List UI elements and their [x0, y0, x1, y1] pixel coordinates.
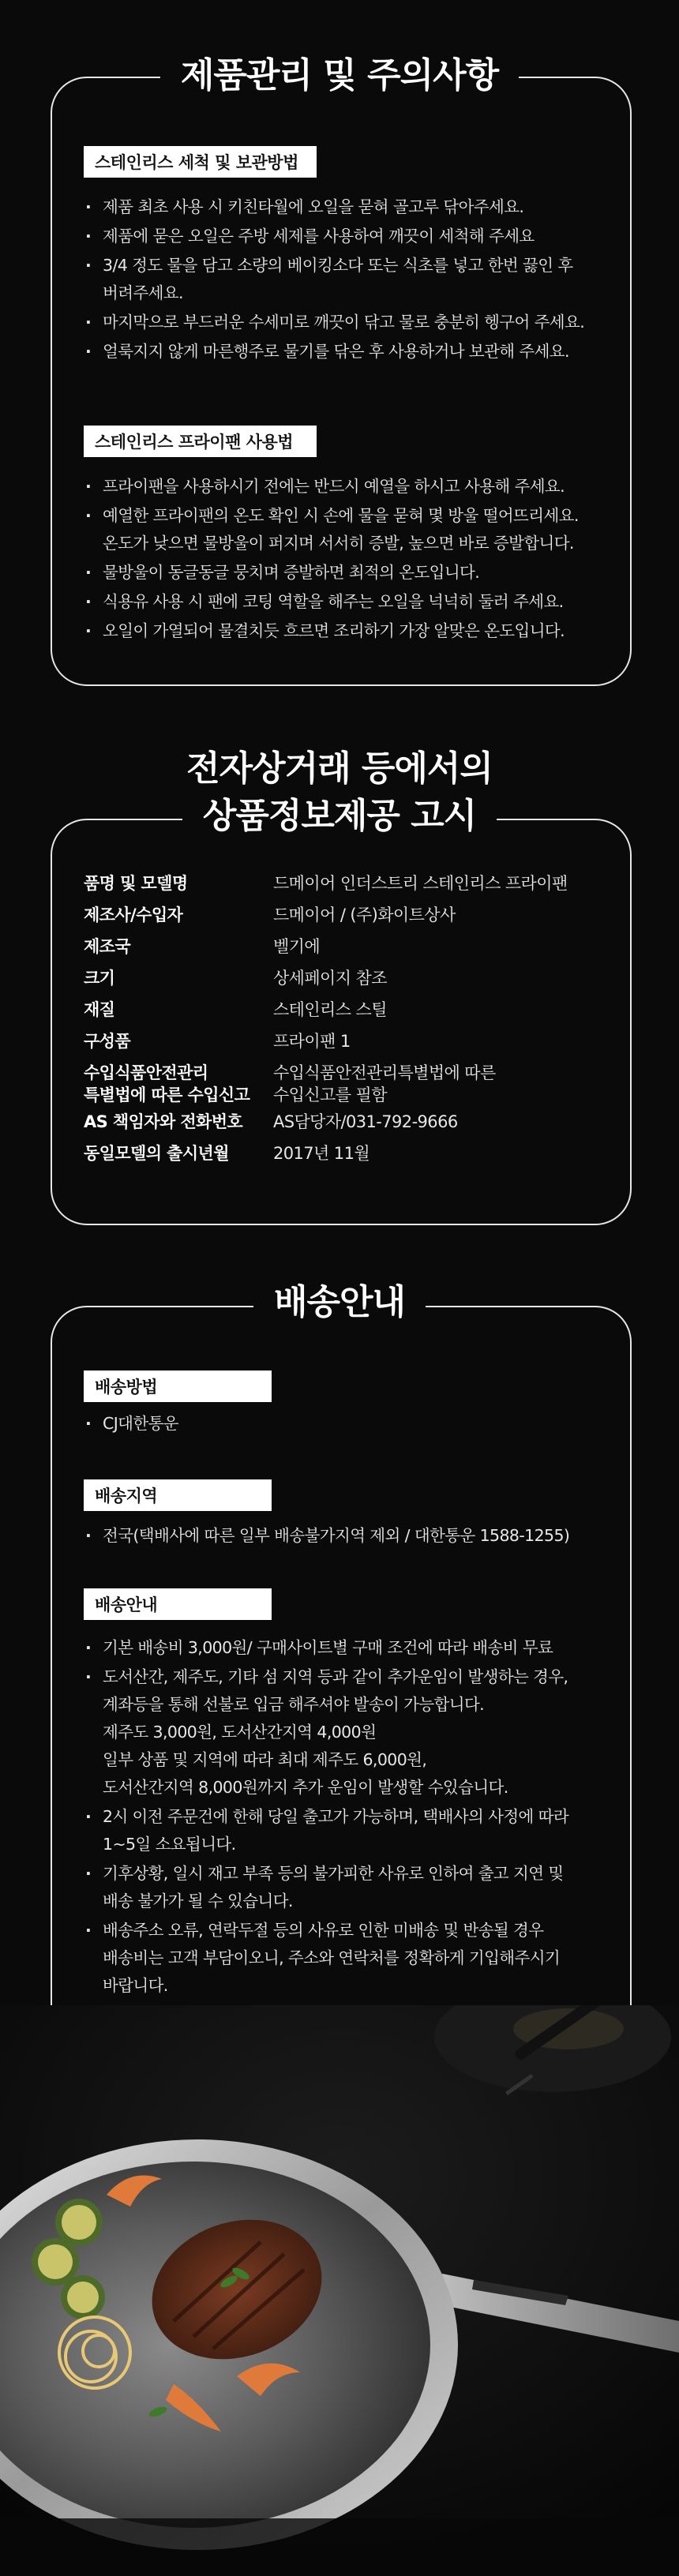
table-row [84, 994, 614, 1026]
row-key: 특별법에 따른 수입신고 [84, 1086, 250, 1104]
delivery-section [51, 1306, 632, 2043]
notice-title-line1: 전자상거래 등에서의 [186, 748, 493, 789]
delivery-list-info [84, 1634, 614, 2001]
table-row [84, 1026, 614, 1057]
notice-title-wrap2 [0, 793, 679, 839]
row-value: 수입식품안전관리특별법에 따른 [273, 1063, 496, 1082]
delivery-list-area [84, 1522, 614, 1551]
frying-pan-illustration [0, 2005, 679, 2576]
row-value: 스테인리스 스틸 [273, 1000, 387, 1019]
list-item: · 기후상황, 일시 재고 부족 등의 불가피한 사유로 인하여 출고 지연 및 배송 불가가 될 수 있습니다. [84, 1860, 614, 1915]
list-item: · 3/4 정도 물을 담고 소량의 베이킹소다 또는 식초를 넣고 한번 끓인 후 버려주세요. [84, 252, 614, 307]
delivery-list-method [84, 1410, 614, 1439]
row-key: 제조국 [84, 937, 131, 956]
list-item: · 예열한 프라이팬의 온도 확인 시 손에 물을 묻혀 몇 방울 떨어뜨리세요. 온도가 낮으면 물방울이 퍼지며 서서히 증발, 높으면 바로 증발합니다. [84, 502, 614, 557]
row-key: 제조사/수입자 [84, 906, 183, 924]
list-item: · 배송주소 오류, 연락두절 등의 사유로 인한 미배송 및 반송될 경우 배송비는 고객 부담이오니, 주소와 연락처를 정확하게 기입해주시기 바랍니다. [84, 1917, 614, 2000]
care-tag-cleaning: 스테인리스 세척 및 보관방법 [84, 146, 317, 178]
row-key: AS 책임자와 전화번호 [84, 1112, 243, 1131]
care-title: 제품관리 및 주의사항 [160, 52, 519, 99]
care-title-wrap [0, 52, 679, 99]
delivery-tag-area: 배송지역 [84, 1479, 272, 1511]
row-key: 동일모델의 출시년월 [84, 1144, 229, 1163]
list-item: · 제품 최초 사용 시 키친타월에 오일을 묻혀 골고루 닦아주세요. [84, 193, 614, 221]
row-value: 벨기에 [273, 937, 321, 956]
notice-section [51, 819, 632, 1225]
table-row [84, 931, 614, 962]
product-photo [0, 2005, 679, 2576]
row-key: 구성품 [84, 1032, 131, 1051]
notice-title-wrap [0, 745, 679, 792]
care-list-cleaning [84, 193, 614, 367]
row-key: 재질 [84, 1000, 115, 1019]
care-tag-usage: 스테인리스 프라이팬 사용법 [84, 426, 317, 457]
list-item: · 마지막으로 부드러운 수세미로 깨끗이 닦고 물로 충분히 헹구어 주세요. [84, 309, 614, 336]
list-item: · 기본 배송비 3,000원/ 구매사이트별 구매 조건에 따라 배송비 무료 [84, 1634, 614, 1662]
list-item: · 제품에 묻은 오일은 주방 세제를 사용하여 깨끗이 세척해 주세요 [84, 223, 614, 250]
delivery-title-wrap [0, 1279, 679, 1325]
row-value: AS담당자/031-792-9666 [273, 1112, 458, 1131]
care-section [51, 77, 632, 686]
table-row [84, 899, 614, 931]
table-row [84, 868, 614, 899]
list-item: · CJ대한통운 [84, 1410, 614, 1438]
list-item: · 도서산간, 제주도, 기타 섬 지역 등과 같이 추가운임이 발생하는 경우, 계좌등을 통해 선불로 입금 해주셔야 발송이 가능합니다. 제주도 3,000원, 도서산간지역 4,000원 일부 상품 및 지역에 따라 최대 제주도 6,000원, 도서산간지역 8,000원까지 추가 운임이 발생할 수있습니다. [84, 1663, 614, 1802]
list-item: · 얼룩지지 않게 마른행주로 물기를 닦은 후 사용하거나 보관해 주세요. [84, 338, 614, 366]
row-value: 수입신고를 필함 [273, 1086, 387, 1104]
row-value: 프라이팬 1 [273, 1032, 351, 1051]
notice-table [84, 868, 614, 1169]
row-value: 드메이어 / (주)화이트상사 [273, 906, 456, 924]
care-list-usage [84, 473, 614, 647]
list-item: · 프라이팬을 사용하시기 전에는 반드시 예열을 하시고 사용해 주세요. [84, 473, 614, 501]
delivery-title: 배송안내 [253, 1279, 426, 1325]
table-row [84, 1057, 614, 1106]
list-item: · 전국(택배사에 따른 일부 배송불가지역 제외 / 대한통운 1588-1255) [84, 1522, 614, 1550]
row-value: 상세페이지 참조 [273, 969, 387, 988]
list-item: · 오일이 가열되어 물결치듯 흐르면 조리하기 가장 알맞은 온도입니다. [84, 617, 614, 645]
row-key: 수입식품안전관리 [84, 1063, 208, 1082]
row-key: 크기 [84, 969, 115, 988]
table-row [84, 962, 614, 994]
table-row [84, 1106, 614, 1138]
delivery-tag-info: 배송안내 [84, 1588, 272, 1620]
list-item: · 식용유 사용 시 팬에 코팅 역할을 해주는 오일을 넉넉히 둘러 주세요. [84, 588, 614, 616]
row-value: 2017년 11월 [273, 1144, 370, 1163]
notice-title-line2: 상품정보제공 고시 [182, 793, 497, 839]
row-key: 품명 및 모델명 [84, 874, 188, 893]
list-item: · 물방울이 동글동글 뭉치며 증발하면 최적의 온도입니다. [84, 559, 614, 587]
row-value: 드메이어 인더스트리 스테인리스 프라이팬 [273, 874, 568, 893]
list-item: · 2시 이전 주문건에 한해 당일 출고가 가능하며, 택배사의 사정에 따라 1~5일 소요됩니다. [84, 1803, 614, 1858]
table-row [84, 1138, 614, 1169]
delivery-tag-method: 배송방법 [84, 1370, 272, 1402]
